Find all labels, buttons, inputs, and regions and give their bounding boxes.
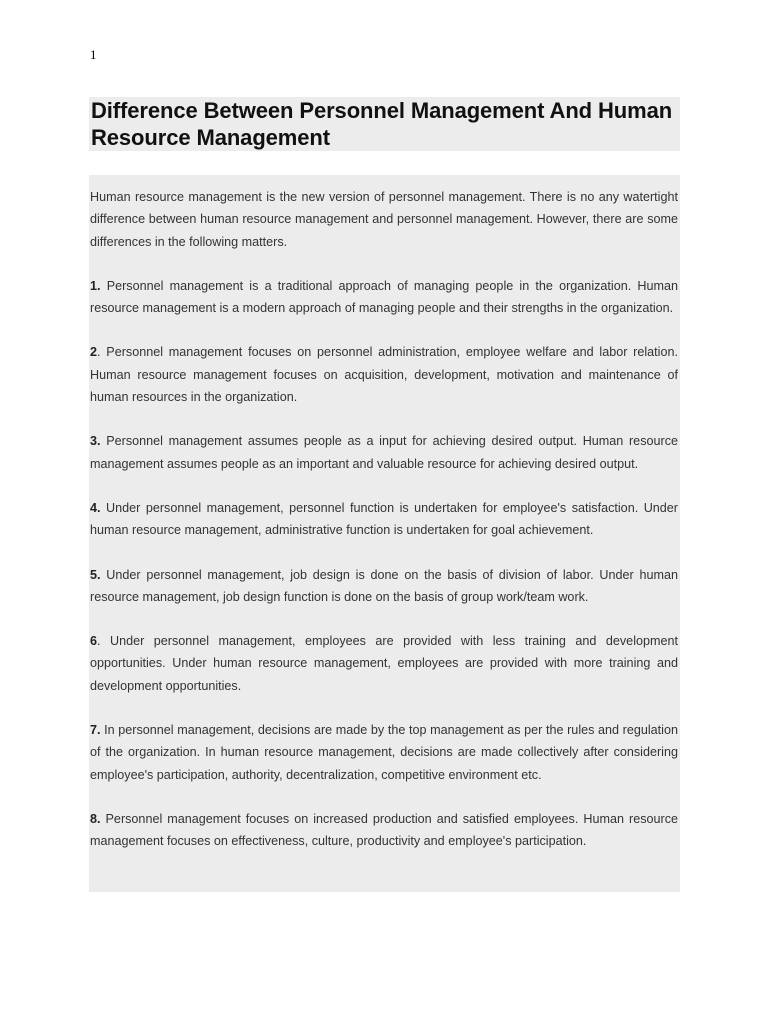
point-5 <box>90 564 678 609</box>
point-2 <box>90 341 678 408</box>
point-4 <box>90 497 678 542</box>
point-text: Personnel management is a traditional approach of managing people in the organization. Human resource management is a modern approach of managing people and their strengths in the organization. <box>90 278 678 316</box>
page-title: Difference Between Personnel Management And Human Resource Management <box>91 98 673 150</box>
point-text: In personnel management, decisions are made by the top management as per the rules and regulation of the organization. In human resource management, decisions are made collectively after considering employee's participation, authority, decentralization, competitive environment etc. <box>90 723 678 782</box>
point-text: Personnel management focuses on increased production and satisfied employees. Human resource management focuses on effectiveness, culture, productivity and employee's participation. <box>90 811 678 849</box>
point-text: . Personnel management focuses on personnel administration, employee welfare and labor relation. Human resource management focuses on acquisition, development, motivation and maintenance of human resources in the organization. <box>90 345 678 405</box>
intro-paragraph: Human resource management is the new version of personnel management. There is no any watertight difference between human resource management and personnel management. However, there are some differences in the following matters. <box>90 190 678 249</box>
point-text: Under personnel management, personnel function is undertaken for employee's satisfaction. Under human resource management, administrative function is undertaken for goal achievement. <box>90 500 678 538</box>
point-number: 4. <box>90 500 101 515</box>
point-number: 5. <box>90 567 101 582</box>
title-block <box>89 97 680 151</box>
page-number: 1 <box>90 47 97 62</box>
point-number: 7. <box>90 723 101 738</box>
point-text: . Under personnel management, employees are provided with less training and development opportunities. Under human resource management, employees are provided with more training and development opportunities. <box>90 634 678 693</box>
point-8 <box>90 808 678 853</box>
point-number: 3. <box>90 434 101 449</box>
point-1 <box>90 275 678 320</box>
point-text: Personnel management assumes people as a input for achieving desired output. Human resource management assumes people as an important and valuable resource for achieving desired output. <box>90 434 678 471</box>
point-number: 8. <box>90 811 101 826</box>
point-number: 2 <box>90 345 98 360</box>
point-number: 6 <box>90 634 98 649</box>
point-text: Under personnel management, job design is done on the basis of division of labor. Under human resource management, job design function is done on the basis of group work/team work. <box>90 567 678 604</box>
point-3 <box>90 430 678 475</box>
point-7 <box>90 719 678 786</box>
point-6 <box>90 630 678 697</box>
point-number: 1. <box>90 278 101 293</box>
content-block <box>89 175 680 892</box>
